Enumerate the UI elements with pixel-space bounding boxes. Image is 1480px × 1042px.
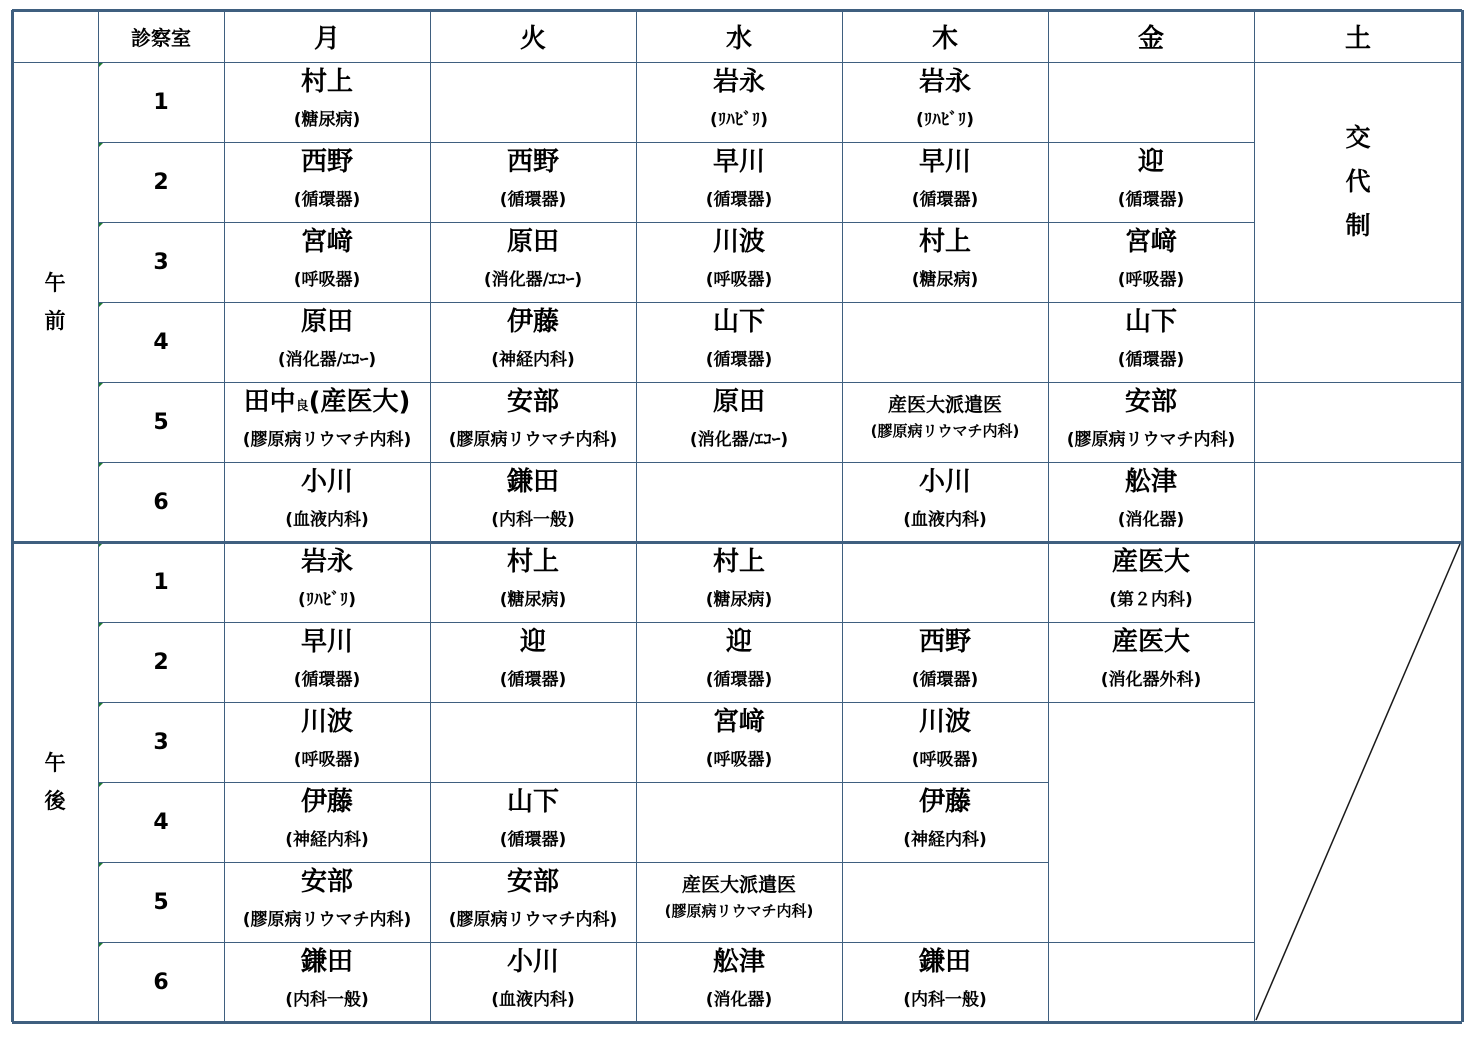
doctor-specialty: (呼吸器) bbox=[911, 750, 979, 770]
doctor-cell-afternoon-5-0 bbox=[224, 862, 430, 942]
doctor-name: 西野 bbox=[300, 147, 353, 177]
doctor-name: 安部 bbox=[1124, 387, 1177, 417]
doctor-cell-afternoon-6-3 bbox=[842, 942, 1048, 1022]
room-column-header: 診察室 bbox=[131, 25, 191, 50]
grid-line bbox=[224, 862, 430, 863]
day-header-0: 月 bbox=[313, 23, 340, 54]
doctor-cell-afternoon-1-1 bbox=[430, 542, 636, 622]
doctor-cell-afternoon-3-2 bbox=[636, 702, 842, 782]
doctor-name: 原田 bbox=[300, 307, 353, 337]
doctor-name-sub: 良 bbox=[295, 399, 309, 414]
grid-line bbox=[98, 142, 224, 143]
doctor-cell-morning-5-1 bbox=[430, 382, 636, 462]
grid-line bbox=[842, 142, 1048, 143]
doctor-specialty: (消化器/ｴｺｰ) bbox=[689, 430, 789, 450]
doctor-name: 早川 bbox=[918, 147, 971, 177]
period-char: 午 bbox=[44, 271, 66, 295]
grid-line bbox=[842, 222, 1048, 223]
grid-line bbox=[1048, 382, 1254, 383]
grid-line bbox=[224, 462, 430, 463]
room-number: 4 bbox=[98, 302, 224, 382]
grid-line bbox=[12, 62, 1462, 63]
doctor-cell-afternoon-1-4 bbox=[1048, 542, 1254, 622]
doctor-specialty: (膠原病リウマチ内科) bbox=[1066, 430, 1236, 450]
note-char: 代 bbox=[1345, 167, 1371, 196]
doctor-specialty: (神経内科) bbox=[285, 830, 369, 850]
grid-line bbox=[98, 302, 224, 303]
doctor-cell-morning-5-0 bbox=[224, 382, 430, 462]
room-number: 5 bbox=[98, 382, 224, 462]
doctor-name: 伊藤 bbox=[300, 787, 353, 817]
doctor-name: 川波 bbox=[300, 707, 353, 737]
doctor-name: 川波 bbox=[918, 707, 971, 737]
doctor-name: 小川 bbox=[918, 467, 971, 497]
grid-line bbox=[430, 622, 636, 623]
day-header-3: 木 bbox=[931, 23, 958, 54]
doctor-specialty: (膠原病リウマチ内科) bbox=[448, 910, 618, 930]
diagonal-line bbox=[1256, 544, 1460, 1020]
doctor-cell-afternoon-4-0 bbox=[224, 782, 430, 862]
grid-line bbox=[430, 382, 636, 383]
doctor-specialty: (ﾘﾊﾋﾞﾘ) bbox=[915, 110, 975, 130]
day-header-1: 火 bbox=[519, 23, 546, 54]
grid-line bbox=[224, 222, 430, 223]
doctor-specialty: (循環器) bbox=[1117, 350, 1185, 370]
doctor-cell-morning-1-2 bbox=[636, 62, 842, 142]
doctor-cell-afternoon-2-1 bbox=[430, 622, 636, 702]
doctor-cell-morning-4-0 bbox=[224, 302, 430, 382]
room-number: 2 bbox=[98, 142, 224, 222]
doctor-cell-afternoon-2-3 bbox=[842, 622, 1048, 702]
doctor-specialty: (循環器) bbox=[293, 190, 361, 210]
day-header-2: 水 bbox=[725, 23, 752, 54]
doctor-name: 田中良(産医大) bbox=[243, 387, 411, 417]
grid-line bbox=[842, 942, 1048, 943]
note-char: 交 bbox=[1345, 123, 1371, 152]
grid-line bbox=[224, 782, 430, 783]
doctor-specialty: (第２内科) bbox=[1109, 590, 1193, 610]
doctor-name: 鎌田 bbox=[300, 947, 353, 977]
grid-line bbox=[636, 382, 842, 383]
doctor-cell-morning-6-0 bbox=[224, 462, 430, 542]
doctor-cell-morning-2-2 bbox=[636, 142, 842, 222]
doctor-cell-morning-2-1 bbox=[430, 142, 636, 222]
grid-line bbox=[1048, 622, 1254, 623]
doctor-name: 村上 bbox=[712, 547, 765, 577]
grid-line bbox=[636, 622, 842, 623]
grid-line bbox=[224, 142, 430, 143]
doctor-specialty: (糖尿病) bbox=[293, 110, 361, 130]
period-char: 前 bbox=[44, 309, 66, 333]
grid-line bbox=[842, 462, 1048, 463]
grid-line bbox=[98, 622, 224, 623]
grid-line bbox=[1254, 462, 1462, 463]
doctor-name: 原田 bbox=[712, 387, 765, 417]
grid-line bbox=[636, 222, 842, 223]
doctor-name: 山下 bbox=[1124, 307, 1177, 337]
grid-line bbox=[1048, 702, 1254, 703]
doctor-specialty: (神経内科) bbox=[491, 350, 575, 370]
doctor-name: 岩永 bbox=[918, 67, 971, 97]
doctor-name: 村上 bbox=[506, 547, 559, 577]
doctor-specialty: (膠原病リウマチ内科) bbox=[664, 902, 814, 920]
doctor-name: 小川 bbox=[300, 467, 353, 497]
grid-line bbox=[430, 702, 636, 703]
doctor-cell-morning-3-2 bbox=[636, 222, 842, 302]
outer-border bbox=[12, 1021, 1462, 1024]
doctor-cell-morning-6-4 bbox=[1048, 462, 1254, 542]
doctor-name: 早川 bbox=[712, 147, 765, 177]
period-morning bbox=[12, 62, 98, 542]
doctor-specialty: (血液内科) bbox=[285, 510, 369, 530]
doctor-name: 舩津 bbox=[1124, 467, 1177, 497]
doctor-specialty: (循環器) bbox=[499, 190, 567, 210]
doctor-name: 川波 bbox=[712, 227, 765, 257]
period-separator bbox=[12, 541, 1462, 544]
grid-line bbox=[430, 142, 636, 143]
doctor-specialty: (呼吸器) bbox=[705, 750, 773, 770]
doctor-name: 宮﨑 bbox=[1124, 227, 1177, 257]
doctor-name: 迎 bbox=[725, 627, 752, 657]
doctor-name: 原田 bbox=[506, 227, 559, 257]
doctor-cell-morning-2-3 bbox=[842, 142, 1048, 222]
doctor-specialty: (膠原病リウマチ内科) bbox=[448, 430, 618, 450]
doctor-cell-morning-4-2 bbox=[636, 302, 842, 382]
outer-border bbox=[12, 9, 1462, 12]
doctor-cell-afternoon-3-0 bbox=[224, 702, 430, 782]
doctor-cell-afternoon-3-3 bbox=[842, 702, 1048, 782]
doctor-cell-afternoon-1-0 bbox=[224, 542, 430, 622]
doctor-specialty: (循環器) bbox=[499, 670, 567, 690]
period-afternoon bbox=[12, 542, 98, 1022]
doctor-specialty: (糖尿病) bbox=[705, 590, 773, 610]
doctor-name: 産医大 bbox=[1111, 627, 1190, 657]
grid-line bbox=[430, 222, 636, 223]
doctor-specialty: (消化器/ｴｺｰ) bbox=[277, 350, 377, 370]
doctor-cell-morning-6-1 bbox=[430, 462, 636, 542]
room-number: 4 bbox=[98, 782, 224, 862]
doctor-specialty: (消化器/ｴｺｰ) bbox=[483, 270, 583, 290]
doctor-cell-morning-2-4 bbox=[1048, 142, 1254, 222]
grid-line bbox=[1254, 302, 1462, 303]
room-number: 6 bbox=[98, 942, 224, 1022]
grid-line bbox=[224, 622, 430, 623]
doctor-cell-afternoon-4-3 bbox=[842, 782, 1048, 862]
grid-line bbox=[636, 702, 842, 703]
doctor-cell-morning-1-3 bbox=[842, 62, 1048, 142]
doctor-cell-afternoon-5-2 bbox=[636, 862, 842, 942]
doctor-cell-afternoon-6-2 bbox=[636, 942, 842, 1022]
doctor-name: 小川 bbox=[506, 947, 559, 977]
grid-line bbox=[224, 942, 430, 943]
day-header-4: 金 bbox=[1137, 23, 1164, 54]
doctor-specialty: (糖尿病) bbox=[499, 590, 567, 610]
room-number: 1 bbox=[98, 542, 224, 622]
doctor-name: 宮﨑 bbox=[712, 707, 765, 737]
doctor-name: 山下 bbox=[506, 787, 559, 817]
grid-line bbox=[430, 942, 636, 943]
grid-line bbox=[430, 782, 636, 783]
grid-line bbox=[430, 462, 636, 463]
doctor-cell-afternoon-2-4 bbox=[1048, 622, 1254, 702]
grid-line bbox=[842, 302, 1048, 303]
doctor-name: 早川 bbox=[300, 627, 353, 657]
doctor-cell-afternoon-6-1 bbox=[430, 942, 636, 1022]
room-number: 1 bbox=[98, 62, 224, 142]
grid-line bbox=[98, 222, 224, 223]
doctor-specialty: (呼吸器) bbox=[705, 270, 773, 290]
grid-line bbox=[842, 10, 843, 1022]
grid-line bbox=[98, 382, 224, 383]
doctor-name: 産医大派遣医 bbox=[681, 874, 796, 896]
grid-line bbox=[636, 142, 842, 143]
doctor-specialty: (循環器) bbox=[705, 670, 773, 690]
grid-line bbox=[430, 302, 636, 303]
doctor-name: 伊藤 bbox=[506, 307, 559, 337]
grid-line bbox=[842, 782, 1048, 783]
doctor-name: 西野 bbox=[918, 627, 971, 657]
doctor-specialty: (循環器) bbox=[1117, 190, 1185, 210]
doctor-specialty: (膠原病リウマチ内科) bbox=[870, 422, 1020, 440]
schedule-table bbox=[12, 10, 1462, 1022]
grid-line bbox=[1048, 942, 1254, 943]
grid-line bbox=[1048, 462, 1254, 463]
room-number: 6 bbox=[98, 462, 224, 542]
doctor-cell-afternoon-5-1 bbox=[430, 862, 636, 942]
doctor-name: 村上 bbox=[300, 67, 353, 97]
doctor-name: 村上 bbox=[918, 227, 971, 257]
grid-line bbox=[636, 462, 842, 463]
doctor-specialty: (ﾘﾊﾋﾞﾘ) bbox=[297, 590, 357, 610]
grid-line bbox=[98, 782, 224, 783]
grid-line bbox=[842, 382, 1048, 383]
doctor-name: 産医大派遣医 bbox=[887, 394, 1002, 416]
doctor-specialty: (循環器) bbox=[705, 350, 773, 370]
doctor-specialty: (循環器) bbox=[705, 190, 773, 210]
doctor-name: 伊藤 bbox=[918, 787, 971, 817]
doctor-name: 岩永 bbox=[712, 67, 765, 97]
doctor-name: 西野 bbox=[506, 147, 559, 177]
doctor-name: 迎 bbox=[1137, 147, 1164, 177]
doctor-cell-morning-3-0 bbox=[224, 222, 430, 302]
doctor-specialty: (膠原病リウマチ内科) bbox=[242, 910, 412, 930]
grid-line bbox=[224, 302, 430, 303]
outer-border bbox=[11, 10, 14, 1022]
saturday-rotation-note bbox=[1254, 62, 1462, 302]
doctor-cell-morning-5-3 bbox=[842, 382, 1048, 462]
grid-line bbox=[98, 462, 224, 463]
doctor-specialty: (循環器) bbox=[911, 190, 979, 210]
doctor-specialty: (血液内科) bbox=[903, 510, 987, 530]
doctor-cell-morning-3-3 bbox=[842, 222, 1048, 302]
doctor-specialty: (神経内科) bbox=[903, 830, 987, 850]
doctor-cell-morning-6-3 bbox=[842, 462, 1048, 542]
doctor-name: 安部 bbox=[506, 387, 559, 417]
doctor-specialty: (循環器) bbox=[293, 670, 361, 690]
grid-line bbox=[842, 702, 1048, 703]
saturday-afternoon-closed-diagonal bbox=[1254, 542, 1462, 1022]
doctor-specialty: (内科一般) bbox=[285, 990, 369, 1010]
doctor-specialty: (消化器外科) bbox=[1100, 670, 1202, 690]
room-number: 2 bbox=[98, 622, 224, 702]
doctor-cell-afternoon-6-0 bbox=[224, 942, 430, 1022]
doctor-cell-morning-2-0 bbox=[224, 142, 430, 222]
doctor-cell-morning-3-1 bbox=[430, 222, 636, 302]
grid-line bbox=[636, 10, 637, 1022]
doctor-specialty: (消化器) bbox=[705, 990, 773, 1010]
doctor-specialty: (膠原病リウマチ内科) bbox=[242, 430, 412, 450]
doctor-cell-morning-4-1 bbox=[430, 302, 636, 382]
doctor-cell-morning-3-4 bbox=[1048, 222, 1254, 302]
grid-line bbox=[98, 702, 224, 703]
grid-line bbox=[1048, 142, 1254, 143]
doctor-specialty: (消化器) bbox=[1117, 510, 1185, 530]
period-char: 午 bbox=[44, 751, 66, 775]
grid-line bbox=[636, 942, 842, 943]
doctor-specialty: (呼吸器) bbox=[1117, 270, 1185, 290]
doctor-specialty: (ﾘﾊﾋﾞﾘ) bbox=[709, 110, 769, 130]
doctor-specialty: (血液内科) bbox=[491, 990, 575, 1010]
grid-line bbox=[224, 702, 430, 703]
doctor-name: 山下 bbox=[712, 307, 765, 337]
doctor-name: 安部 bbox=[300, 867, 353, 897]
grid-line bbox=[1048, 10, 1049, 1022]
doctor-cell-morning-5-4 bbox=[1048, 382, 1254, 462]
doctor-specialty: (糖尿病) bbox=[911, 270, 979, 290]
doctor-cell-afternoon-2-0 bbox=[224, 622, 430, 702]
note-char: 制 bbox=[1345, 211, 1371, 240]
grid-line bbox=[1048, 222, 1254, 223]
doctor-cell-afternoon-4-1 bbox=[430, 782, 636, 862]
room-number: 5 bbox=[98, 862, 224, 942]
grid-line bbox=[430, 10, 431, 1022]
doctor-specialty: (内科一般) bbox=[491, 510, 575, 530]
doctor-specialty: (循環器) bbox=[499, 830, 567, 850]
doctor-name: 安部 bbox=[506, 867, 559, 897]
grid-line bbox=[636, 782, 842, 783]
doctor-name: 鎌田 bbox=[918, 947, 971, 977]
grid-line bbox=[224, 10, 225, 1022]
grid-line bbox=[98, 862, 224, 863]
grid-line bbox=[98, 10, 99, 1022]
doctor-name: 産医大 bbox=[1111, 547, 1190, 577]
period-char: 後 bbox=[44, 789, 66, 813]
grid-line bbox=[636, 302, 842, 303]
doctor-name: 宮﨑 bbox=[300, 227, 353, 257]
doctor-cell-morning-4-4 bbox=[1048, 302, 1254, 382]
doctor-cell-afternoon-1-2 bbox=[636, 542, 842, 622]
grid-line bbox=[636, 862, 842, 863]
room-number: 3 bbox=[98, 702, 224, 782]
grid-line bbox=[1048, 302, 1254, 303]
grid-line bbox=[842, 862, 1048, 863]
doctor-cell-morning-5-2 bbox=[636, 382, 842, 462]
doctor-name: 迎 bbox=[519, 627, 546, 657]
doctor-specialty: (呼吸器) bbox=[293, 750, 361, 770]
doctor-name: 岩永 bbox=[300, 547, 353, 577]
doctor-cell-morning-1-0 bbox=[224, 62, 430, 142]
day-header-5: 土 bbox=[1344, 23, 1371, 54]
grid-line bbox=[1254, 382, 1462, 383]
doctor-name: 舩津 bbox=[712, 947, 765, 977]
grid-line bbox=[98, 942, 224, 943]
room-number: 3 bbox=[98, 222, 224, 302]
doctor-specialty: (呼吸器) bbox=[293, 270, 361, 290]
doctor-specialty: (循環器) bbox=[911, 670, 979, 690]
doctor-cell-afternoon-2-2 bbox=[636, 622, 842, 702]
grid-line bbox=[842, 622, 1048, 623]
doctor-specialty: (内科一般) bbox=[903, 990, 987, 1010]
grid-line bbox=[224, 382, 430, 383]
doctor-name: 鎌田 bbox=[506, 467, 559, 497]
grid-line bbox=[430, 862, 636, 863]
